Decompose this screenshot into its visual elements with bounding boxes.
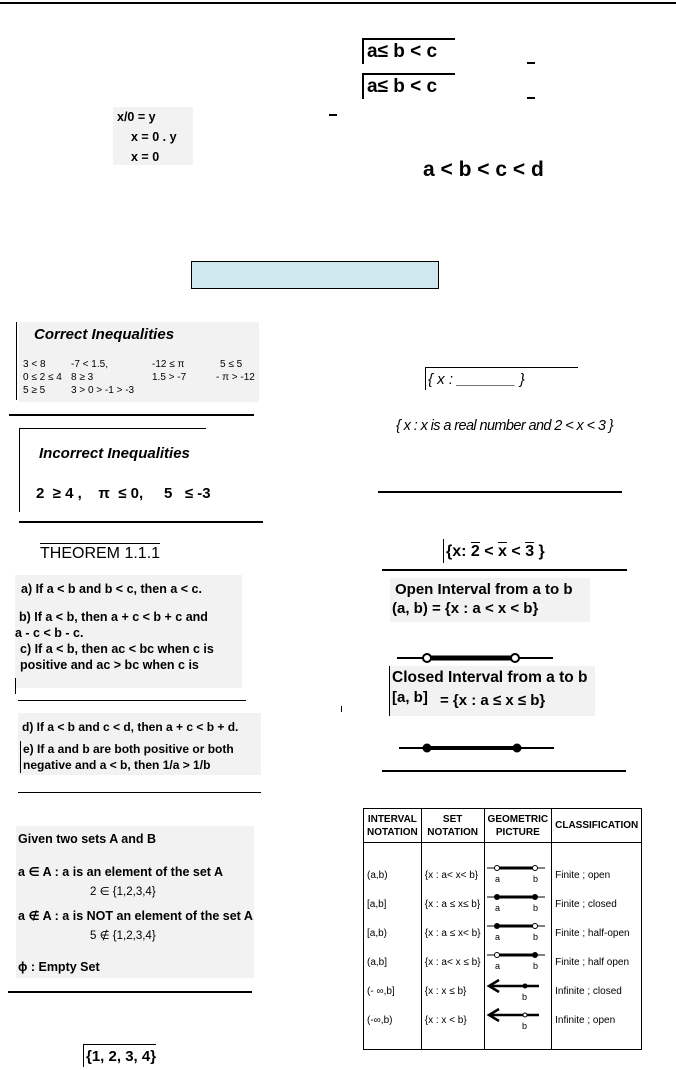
sb-x: x <box>498 543 507 560</box>
section-rule <box>378 491 622 493</box>
division-block <box>113 107 193 165</box>
cell-geometric <box>484 919 552 948</box>
setbuilder-template: { x : _______ } <box>428 371 525 388</box>
open-endpoint-a <box>423 654 431 662</box>
cell-geometric <box>484 977 552 1006</box>
label-a: a <box>494 961 500 971</box>
theorem-a: a) If a < b and b < c, then a < c. <box>21 582 202 596</box>
section-rule <box>18 792 261 793</box>
theorem-block-2 <box>18 713 261 775</box>
dash-mark <box>329 114 337 116</box>
section-rule <box>18 700 246 701</box>
endpoint-b <box>532 953 537 958</box>
cell-set: {x : x ≤ b} <box>421 977 484 1006</box>
sb-lt1: < <box>479 543 499 560</box>
correct-cell: - π > -12 <box>216 372 255 383</box>
sets-empty: ϕ : Empty Set <box>18 960 100 974</box>
table-row <box>364 977 642 1006</box>
correct-cell: 1.5 > -7 <box>152 372 187 383</box>
interval-picture <box>485 949 547 973</box>
section-rule <box>8 991 252 993</box>
interval-table <box>363 808 642 1050</box>
section-rule <box>382 770 626 772</box>
endpoint-b <box>523 984 527 988</box>
interval-picture <box>485 920 547 944</box>
closed-interval-line <box>399 740 559 756</box>
bracket-top <box>425 367 578 368</box>
sets-not-element: a ∉ A : a is NOT an element of the set A <box>18 909 253 923</box>
label-b: b <box>532 961 538 971</box>
division-line-1: x/0 = y <box>117 110 156 124</box>
section-rule <box>382 569 627 571</box>
closed-endpoint-b <box>513 744 522 753</box>
label-b: b <box>521 992 527 1002</box>
endpoint-a <box>494 953 499 958</box>
cell-class: Finite ; half-open <box>552 919 642 948</box>
interval-picture <box>485 891 547 915</box>
header-classification: CLASSIFICATION <box>552 809 642 843</box>
table-header-row <box>364 809 642 843</box>
sb-two: 2 <box>470 543 480 560</box>
set-example: {1, 2, 3, 4} <box>83 1044 156 1067</box>
correct-rows <box>23 358 259 397</box>
theorem-b2: a - c < b - c. <box>15 626 84 640</box>
top-rule <box>0 2 676 4</box>
endpoint-b <box>523 1013 527 1017</box>
endpoint-b <box>532 895 537 900</box>
sets-block <box>16 826 254 978</box>
cell-class: Finite ; open <box>552 843 642 891</box>
cell-set: {x : a< x ≤ b} <box>421 948 484 977</box>
section-rule <box>19 521 263 523</box>
cell-geometric <box>484 1006 552 1049</box>
bracket-left <box>425 368 426 390</box>
cell-set: {x : x < b} <box>421 1006 484 1049</box>
sets-element-example: 2 ∈ {1,2,3,4} <box>90 886 156 898</box>
left-bar <box>16 322 17 400</box>
theorem-c1: c) If a < b, then ac < bc when c is <box>20 642 214 656</box>
theorem-d: d) If a < b and c < d, then a + c < b + d. <box>22 720 239 734</box>
dash-mark <box>527 62 535 64</box>
header-geometric: GEOMETRIC PICTURE <box>484 809 552 843</box>
label-a: a <box>494 874 500 884</box>
interval-picture <box>485 1007 547 1031</box>
cell-class: Finite ; closed <box>552 890 642 919</box>
inequality-box-2 <box>362 73 455 99</box>
header-set: SET NOTATION <box>421 809 484 843</box>
cell-geometric <box>484 843 552 891</box>
theorem-b1: b) If a < b, then a + c < b + c and <box>19 610 208 624</box>
cell-class: Infinite ; open <box>552 1006 642 1049</box>
correct-row <box>23 384 259 397</box>
table-row <box>364 843 642 891</box>
closed-interval-block <box>389 666 595 716</box>
incorrect-box <box>19 428 211 512</box>
cell-set: {x : a ≤ x≤ b} <box>421 890 484 919</box>
closed-endpoint-a <box>423 744 432 753</box>
cursor-bar <box>15 678 16 694</box>
setbuilder-example: { x : x is a real number and 2 < x < 3 } <box>396 418 613 434</box>
table-row <box>364 919 642 948</box>
setbuilder-bold <box>443 539 545 563</box>
table-bottom <box>364 1049 642 1050</box>
label-b: b <box>521 1021 527 1031</box>
label-a: a <box>494 932 500 942</box>
cell-interval: (a,b] <box>364 948 422 977</box>
sets-not-element-example: 5 ∉ {1,2,3,4} <box>90 930 156 942</box>
correct-box <box>19 322 259 402</box>
open-interval-def: (a, b) = {x : a < x < b} <box>392 600 539 617</box>
tiny-mark <box>341 706 342 712</box>
interval-picture <box>485 862 547 886</box>
correct-cell: 3 < 8 <box>23 359 46 370</box>
incorrect-title: Incorrect Inequalities <box>39 445 190 462</box>
open-endpoint-b <box>511 654 519 662</box>
correct-cell: 5 ≥ 5 <box>23 385 46 396</box>
cell-set: {x : a ≤ x< b} <box>421 919 484 948</box>
sb-three: 3 <box>525 543 535 560</box>
cell-interval: [a,b) <box>364 919 422 948</box>
cell-interval: (-∞,b) <box>364 1006 422 1049</box>
table-row <box>364 890 642 919</box>
endpoint-a <box>494 895 499 900</box>
interval-picture <box>485 978 547 1002</box>
cell-class: Infinite ; closed <box>552 977 642 1006</box>
cell-class: Finite ; half open <box>552 948 642 977</box>
open-interval-block <box>390 578 590 622</box>
inequality-text-2: a≤ b < c <box>367 76 438 97</box>
label-b: b <box>532 903 538 913</box>
division-line-3: x = 0 <box>131 150 160 164</box>
sb-prefix: {x: <box>446 543 471 560</box>
correct-cell: 0 ≤ 2 ≤ 4 <box>23 372 62 383</box>
theorem-block-1 <box>15 575 242 688</box>
correct-cell: 5 ≤ 5 <box>220 359 243 370</box>
closed-interval-title: Closed Interval from a to b <box>392 669 588 686</box>
inequality-text-1: a≤ b < c <box>367 41 438 62</box>
correct-row <box>23 371 259 384</box>
sb-suffix: } <box>534 543 545 560</box>
theorem-c2: positive and ac > bc when c is <box>20 658 199 672</box>
table-row <box>364 948 642 977</box>
open-interval-title: Open Interval from a to b <box>395 581 573 598</box>
header-interval: INTERVAL NOTATION <box>364 809 422 843</box>
theorem-e2: negative and a < b, then 1/a > 1/b <box>20 757 261 773</box>
theorem-e1: e) If a and b are both positive or both <box>20 741 261 757</box>
closed-interval-rhs: = {x : a ≤ x ≤ b} <box>440 692 546 709</box>
correct-cell: 8 ≥ 3 <box>71 372 94 383</box>
endpoint-a <box>494 924 499 929</box>
correct-cell: -7 < 1.5, <box>71 359 108 370</box>
cell-interval: [a,b] <box>364 890 422 919</box>
cell-set: {x : a< x< b} <box>421 843 484 891</box>
endpoint-b <box>532 866 537 871</box>
cell-geometric <box>484 890 552 919</box>
inequality-box-1 <box>362 38 455 64</box>
label-b: b <box>532 932 538 942</box>
label-b: b <box>532 874 538 884</box>
correct-cell: -12 ≤ π <box>152 359 185 370</box>
correct-row <box>23 358 259 371</box>
cell-interval: (- ∞,b] <box>364 977 422 1006</box>
theorem-title: THEOREM 1.1.1 <box>40 545 161 562</box>
incorrect-items: 2 ≥ 4 , π ≤ 0, 5 ≤ -3 <box>36 485 211 502</box>
cell-geometric <box>484 948 552 977</box>
correct-cell: 3 > 0 > -1 > -3 <box>71 385 135 396</box>
label-a: a <box>494 903 500 913</box>
dash-mark <box>527 97 535 99</box>
endpoint-b <box>532 924 537 929</box>
endpoint-a <box>494 866 499 871</box>
section-rule <box>9 414 254 416</box>
division-line-2: x = 0 . y <box>131 130 177 144</box>
sets-element: a ∈ A : a is an element of the set A <box>18 865 224 879</box>
closed-interval-lhs: [a, b] <box>392 689 428 706</box>
table-row <box>364 1006 642 1049</box>
chain-inequality: a < b < c < d <box>423 158 544 181</box>
sets-title: Given two sets A and B <box>18 832 156 846</box>
correct-title: Correct Inequalities <box>34 326 175 343</box>
cell-interval: (a,b) <box>364 843 422 891</box>
sb-lt2: < <box>506 543 526 560</box>
open-interval-line <box>397 650 557 666</box>
blue-banner <box>191 261 439 289</box>
